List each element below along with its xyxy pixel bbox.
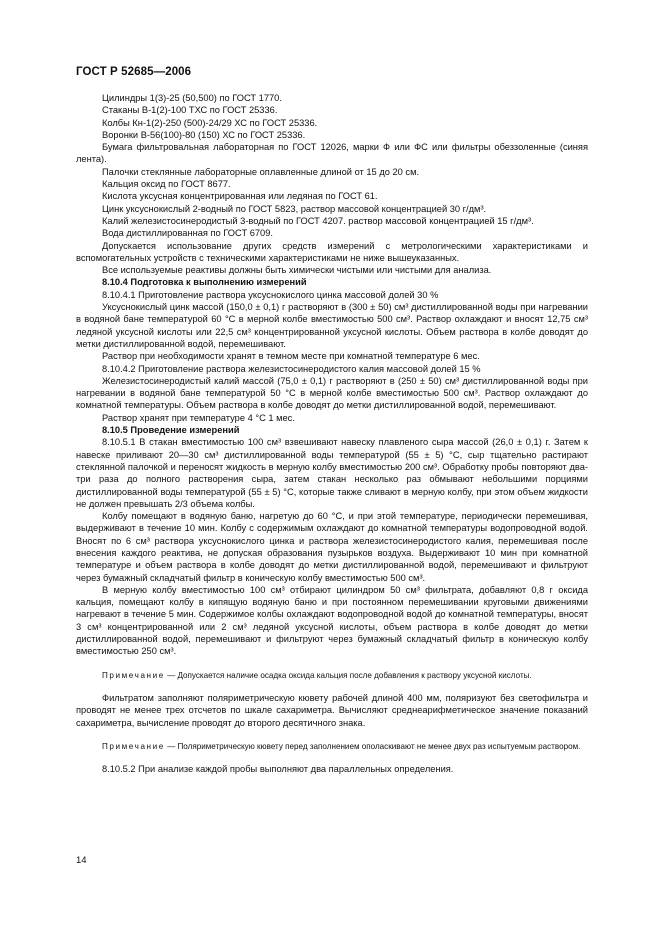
paragraph-filtrate: В мерную колбу вместимостью 100 см³ отбирают цилиндром 50 см³ фильтрата, добавляют 0,8 г оксида кальция, помещают колбу в кипящую водяную баню и при постоянном перемешивании круговыми движениями нагревают в течение 5 мин. Содержимое колбы охлаждают водопроводной водой до комнатной температуры, вносят 3 см³ концентрированной или 2 см³ ледяной уксусной кислоты, объем раствора в колбе доводят до метки дистиллированной водой, перемешивают и фильтруют через бумажный складчатый фильтр в коническую колбу вместимостью 250 см³. <box>76 584 588 657</box>
paragraph-zinc-solution: Уксуснокислый цинк массой (150,0 ± 0,1) г растворяют в (300 ± 50) см³ дистиллированной воды при нагревании в водяной бане температурой 60 °С в мерной колбе вместимостью 500 см³. Раствор охлаждают и вносят 12,75 см³ ледяной уксусной кислоты или 22,5 см³ концентрированной уксусной кислоты. Объем раствора в колбе доводят до метки дистиллированной водой, перемешивают. <box>76 302 588 349</box>
equipment-item: Воронки В-56(100)-80 (150) ХС по ГОСТ 25336. <box>102 129 306 140</box>
paragraph-8-10-5-1: 8.10.5.1 В стакан вместимостью 100 см³ взвешивают навеску плавленого сыра массой (26,0 ± 0,1) г. Затем к навеске приливают 20—30 см³ дистиллированной воды температурой (55 ± 5) °С, сыр тщательно растирают стеклянной палочкой и переносят жидкость в мерную колбу вместимостью 200 см³. Обработку пробы повторяют два-три раза до полного растворения сыра, затем стакан несколько раз обмывают небольшими порциями дистиллированной воды температурой (55 ± 5) °С, которые также сливают в мерную колбу, при этом объем жидкости не должен превышать 2/3 объема колбы. <box>76 437 588 509</box>
document-body <box>76 92 588 775</box>
equipment-item: Колбы Кн-1(2)-250 (500)-24/29 ХС по ГОСТ 25336. <box>102 117 318 128</box>
subsection-heading-8-10-4-1: 8.10.4.1 Приготовление раствора уксуснокислого цинка массовой долей 30 % <box>102 289 439 300</box>
section-heading-8-10-4: 8.10.4 Подготовка к выполнению измерений <box>102 277 307 288</box>
paragraph-allowed-instruments: Допускается использование других средств измерений с метрологическими характеристиками и вспомогательных устройств с техническими характеристиками не ниже вышеуказанных. <box>76 240 588 263</box>
paragraph-8-10-5-2: 8.10.5.2 При анализе каждой пробы выполняют два параллельных определения. <box>102 764 454 775</box>
note-label: Примечание <box>102 670 165 680</box>
paragraph-polarimeter: Фильтратом заполняют поляриметрическую кювету рабочей длиной 400 мм, поляризуют без светофильтра и проводят не менее трех отсчетов по шкале сахариметра. Вычисляют среднеарифметическое значение показаний сахариметра, вычисление проводят до второго десятичного знака. <box>76 692 588 728</box>
section-heading-8-10-5: 8.10.5 Проведение измерений <box>102 425 240 436</box>
equipment-item: Бумага фильтровальная лабораторная по ГОСТ 12026, марки Ф или ФС или фильтры обеззоленные (синяя лента). <box>76 142 588 165</box>
page-number: 14 <box>76 855 87 866</box>
equipment-item: Калий железистосинеродистый 3-водный по ГОСТ 4207. раствор массовой концентрацией 15 г/дм³. <box>102 215 534 226</box>
paragraph-zinc-storage: Раствор при необходимости хранят в темном месте при комнатной температуре 6 мес. <box>102 351 480 362</box>
paragraph-potassium-solution: Железистосинеродистый калий массой (75,0 ± 0,1) г растворяют в (250 ± 50) см³ дистиллированной воды при нагревании в водяной бане температурой 50 °С в мерной колбе вместимостью 500 см³. Раствор охлаждают до комнатной температуры. Объем раствора в колбе доводят до метки дистиллированной водой, перемешивают. <box>76 375 588 411</box>
equipment-item: Палочки стеклянные лабораторные оплавленные длиной от 15 до 20 см. <box>102 166 420 177</box>
standard-header: ГОСТ Р 52685—2006 <box>76 66 192 78</box>
paragraph-water-bath: Колбу помещают в водяную баню, нагретую до 60 °С, и при этой температуре, периодически перемешивая, выдерживают в течение 10 мин. Колбу с содержимым охлаждают до комнатной температуры водопроводной водой. Вносят по 6 см³ раствора уксуснокислого цинка и раствора железистосинеродистого калия, перемешивая после внесения каждого реактива, не допуская образования пузырьков воздуха. Выдерживают 10 мин при комнатной температуре и объем раствора в колбе доводят до метки дистиллированной водой, перемешивают и фильтруют через бумажный складчатый фильтр в коническую колбу вместимостью 500 см³. <box>76 511 588 583</box>
equipment-item: Стаканы В-1(2)-100 ТХС по ГОСТ 25336. <box>102 105 278 116</box>
note-polarimeter-cuvette <box>76 741 588 752</box>
note-calcium-oxide <box>76 670 588 681</box>
note-text: — Допускается наличие осадка оксида кальция после добавления к раствору уксусной кислоты. <box>164 670 532 680</box>
subsection-heading-8-10-4-2: 8.10.4.2 Приготовление раствора железистосинеродистого калия массовой долей 15 % <box>102 363 481 374</box>
equipment-item: Кислота уксусная концентрированная или ледяная по ГОСТ 61. <box>102 191 378 202</box>
note-label: Примечание <box>102 741 165 751</box>
paragraph-reagents: Все используемые реактивы должны быть химически чистыми или чистыми для анализа. <box>102 265 492 276</box>
equipment-item: Цинк уксуснокислый 2-водный по ГОСТ 5823, раствор массовой концентрацией 30 г/дм³. <box>102 203 487 214</box>
equipment-item: Цилиндры 1(3)-25 (50,500) по ГОСТ 1770. <box>102 93 282 103</box>
equipment-item: Вода дистиллированная по ГОСТ 6709. <box>102 228 273 239</box>
equipment-item: Кальция оксид по ГОСТ 8677. <box>102 179 231 190</box>
note-text: — Поляриметрическую кювету перед заполнением ополаскивают не менее двух раз испытуемым раствором. <box>164 741 581 751</box>
paragraph-potassium-storage: Раствор хранят при температуре 4 °С 1 мес. <box>102 412 295 423</box>
